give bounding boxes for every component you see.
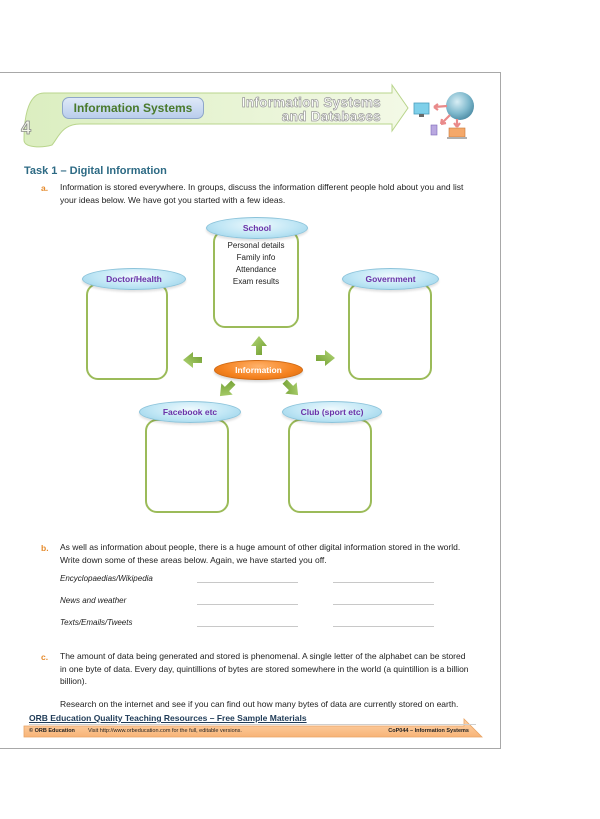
arrow-up-icon [251,336,267,355]
information-center-oval: Information [214,360,303,380]
answer-blank[interactable] [333,626,434,627]
question-a-line2: your ideas below. We have got you started with a few ideas. [60,194,286,205]
question-a-letter: a. [41,183,49,193]
footer-copyright: © ORB Education [29,728,75,734]
question-c-line2: in one byte of data. Every day, quintillions of bytes are stored somewhere in the world (a quintillion is a billion [60,663,469,674]
unit-label: Information Systems [62,97,204,119]
question-c-line4: Research on the internet and see if you can find out how many bytes of data are currently stored on earth. [60,698,459,709]
footer-visit-link[interactable]: Visit http://www.orbeducation.com for the full, editable versions. [87,728,242,734]
question-b-line2: Write down some of these areas below. Again, we have started you off. [60,554,327,565]
arrow-down-right-icon [279,376,304,401]
unit-number: 4 [21,118,32,138]
footer-code: CoP044 – Information Systems [388,728,469,734]
arrow-right-icon [316,350,335,366]
question-b-letter: b. [41,543,49,553]
answer-blank[interactable] [197,582,298,583]
footer-title: ORB Education Quality Teaching Resources – Free Sample Materials [29,713,307,723]
task-title: Task 1 – Digital Information [24,165,167,177]
question-b-line1: As well as information about people, there is a huge amount of other digital information stored in the world. [60,542,461,552]
school-item: Personal details [227,241,285,250]
answer-blank[interactable] [333,582,434,583]
answer-blank[interactable] [197,604,298,605]
arrow-left-icon [183,352,202,368]
facebook-oval: Facebook etc [139,401,241,423]
question-a-line1: Information is stored everywhere. In groups, discuss the information different people hold about you and list [60,182,464,192]
question-c-text [60,650,485,710]
question-b-text [60,541,480,566]
arrow-down-left-icon [214,377,239,402]
answer-blank[interactable] [197,626,298,627]
question-c-line1: The amount of data being generated and stored is phenomenal. A single letter of the alphabet can be stored [60,651,466,661]
government-oval: Government [342,268,439,290]
doctor-oval: Doctor/Health [82,268,186,290]
school-item: Family info [236,253,276,262]
question-c-letter: c. [41,652,49,662]
banner-title-line2: and Databases [281,109,381,124]
example-item: Texts/Emails/Tweets [60,618,133,627]
banner-title-line1: Information Systems [241,95,381,110]
example-item: Encyclopaedias/Wikipedia [60,574,153,583]
footer-divider [29,724,476,725]
question-c-line3: billion). [60,676,87,686]
club-oval: Club (sport etc) [282,401,382,423]
school-item: Attendance [235,265,277,274]
example-item: News and weather [60,596,127,605]
footer-left [29,728,242,734]
school-oval: School [206,217,308,239]
answer-blank[interactable] [333,604,434,605]
school-item: Exam results [232,277,280,286]
